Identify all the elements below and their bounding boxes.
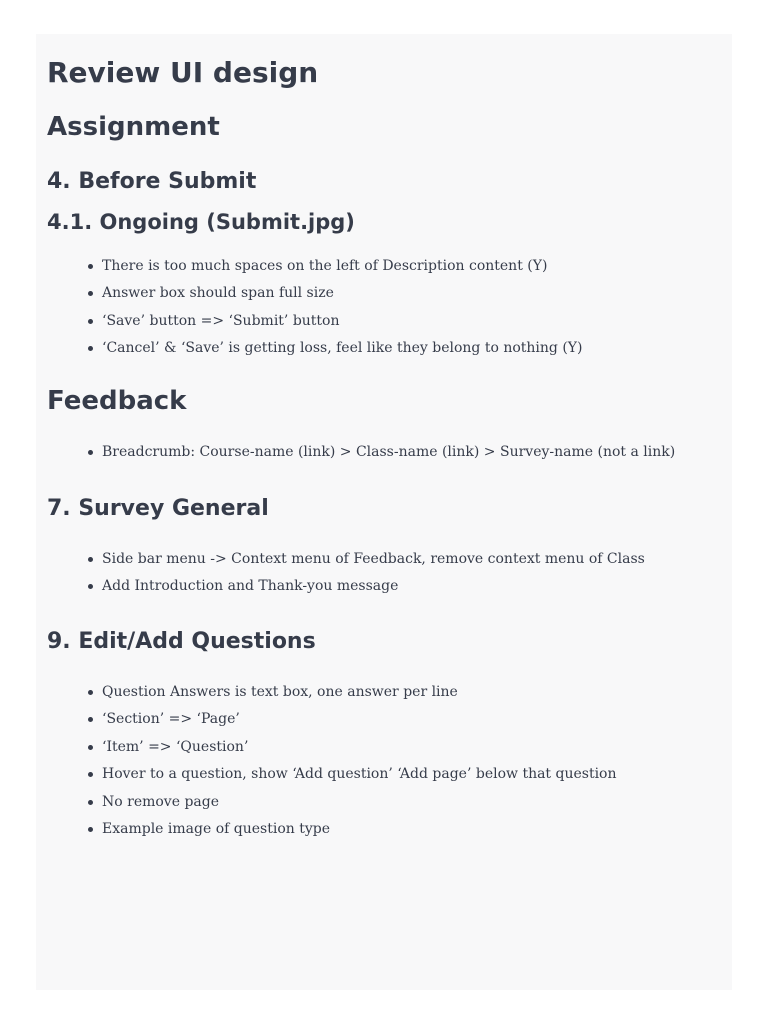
list-item: No remove page (36, 793, 617, 820)
list-item: ‘Cancel’ & ‘Save’ is getting loss, feel like they belong to nothing (Y) (36, 339, 583, 366)
section-heading-feedback: Feedback (47, 386, 187, 416)
list-item: ‘Save’ button => ‘Submit’ button (36, 312, 583, 339)
page-title: Review UI design (47, 56, 319, 89)
section-heading-edit-add-questions: 9. Edit/Add Questions (47, 629, 316, 654)
list-item: Answer box should span full size (36, 284, 583, 311)
edit-add-questions-list (36, 683, 617, 847)
list-item: Hover to a question, show ‘Add question’ ‘Add page’ below that question (36, 765, 617, 792)
list-item: There is too much spaces on the left of Description content (Y) (36, 257, 583, 284)
list-item: Side bar menu -> Context menu of Feedback, remove context menu of Class (36, 550, 645, 577)
list-item: ‘Section’ => ‘Page’ (36, 710, 617, 737)
subheading-before-submit: 4. Before Submit (47, 169, 257, 194)
section-heading-assignment: Assignment (47, 112, 220, 142)
list-item: Add Introduction and Thank-you message (36, 577, 645, 604)
section-heading-survey-general: 7. Survey General (47, 496, 269, 521)
list-item: Example image of question type (36, 820, 617, 847)
document-page (36, 34, 732, 990)
survey-general-list (36, 550, 645, 605)
assignment-list (36, 257, 583, 367)
list-item: ‘Item’ => ‘Question’ (36, 738, 617, 765)
feedback-list (36, 443, 675, 470)
list-item: Question Answers is text box, one answer per line (36, 683, 617, 710)
subheading-ongoing-submit: 4.1. Ongoing (Submit.jpg) (47, 210, 355, 234)
list-item: Breadcrumb: Course-name (link) > Class-name (link) > Survey-name (not a link) (36, 443, 675, 470)
